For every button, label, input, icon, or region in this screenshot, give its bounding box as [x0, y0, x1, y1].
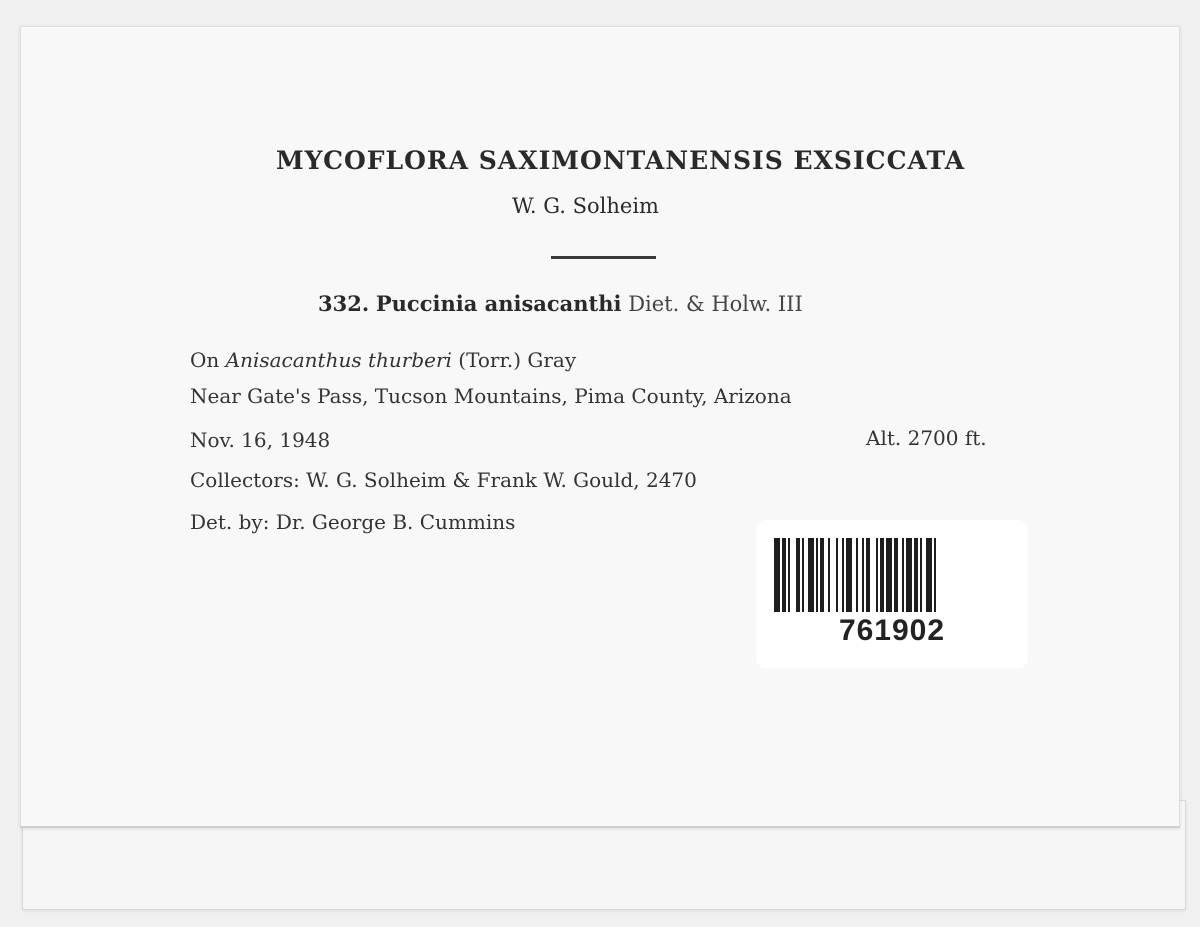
- barcode-bar: [796, 538, 800, 612]
- series-author: W. G. Solheim: [512, 194, 659, 218]
- barcode-bar: [862, 538, 864, 612]
- barcode-number: 761902: [838, 614, 946, 647]
- barcode-bar: [842, 538, 844, 612]
- barcode-bar: [880, 538, 884, 612]
- barcode-sticker: [756, 520, 1028, 668]
- barcode-bar: [866, 538, 870, 612]
- barcode-bar: [836, 538, 838, 612]
- divider-rule: [551, 256, 656, 259]
- barcode-bar: [820, 538, 824, 612]
- barcode-bar: [828, 538, 830, 612]
- barcode-bar: [914, 538, 918, 612]
- host-authority: (Torr.) Gray: [458, 348, 577, 372]
- series-title: MYCOFLORA SAXIMONTANENSIS EXSICCATA: [276, 146, 966, 175]
- barcode-bar: [920, 538, 922, 612]
- barcode-bar: [902, 538, 904, 612]
- barcode-bar: [808, 538, 814, 612]
- barcode-bar: [788, 538, 790, 612]
- barcode-bar: [926, 538, 932, 612]
- host-line: [190, 348, 576, 372]
- barcode-bar: [774, 538, 780, 612]
- locality-line: Near Gate's Pass, Tucson Mountains, Pima County, Arizona: [190, 384, 792, 408]
- exsiccata-number: 332.: [318, 291, 370, 316]
- barcode-bar: [816, 538, 818, 612]
- species-line: [318, 291, 803, 316]
- collectors-line: Collectors: W. G. Solheim & Frank W. Gould, 2470: [190, 468, 697, 492]
- barcode-bar: [876, 538, 878, 612]
- barcode-bar: [782, 538, 786, 612]
- barcode-bar: [886, 538, 892, 612]
- host-name: Anisacanthus thurberi: [225, 348, 452, 372]
- barcode: [774, 538, 1010, 612]
- host-prefix: On: [190, 348, 220, 372]
- sheet-edge: [20, 826, 1180, 828]
- barcode-bar: [856, 538, 858, 612]
- species-authority: Diet. & Holw. III: [628, 292, 803, 316]
- altitude: Alt. 2700 ft.: [866, 426, 987, 450]
- species-name: Puccinia anisacanthi: [375, 291, 622, 316]
- barcode-bar: [906, 538, 912, 612]
- barcode-bar: [934, 538, 936, 612]
- barcode-bar: [894, 538, 898, 612]
- date-line: Nov. 16, 1948: [190, 428, 331, 452]
- barcode-bar: [846, 538, 852, 612]
- barcode-bar: [802, 538, 804, 612]
- determiner-line: Det. by: Dr. George B. Cummins: [190, 510, 516, 534]
